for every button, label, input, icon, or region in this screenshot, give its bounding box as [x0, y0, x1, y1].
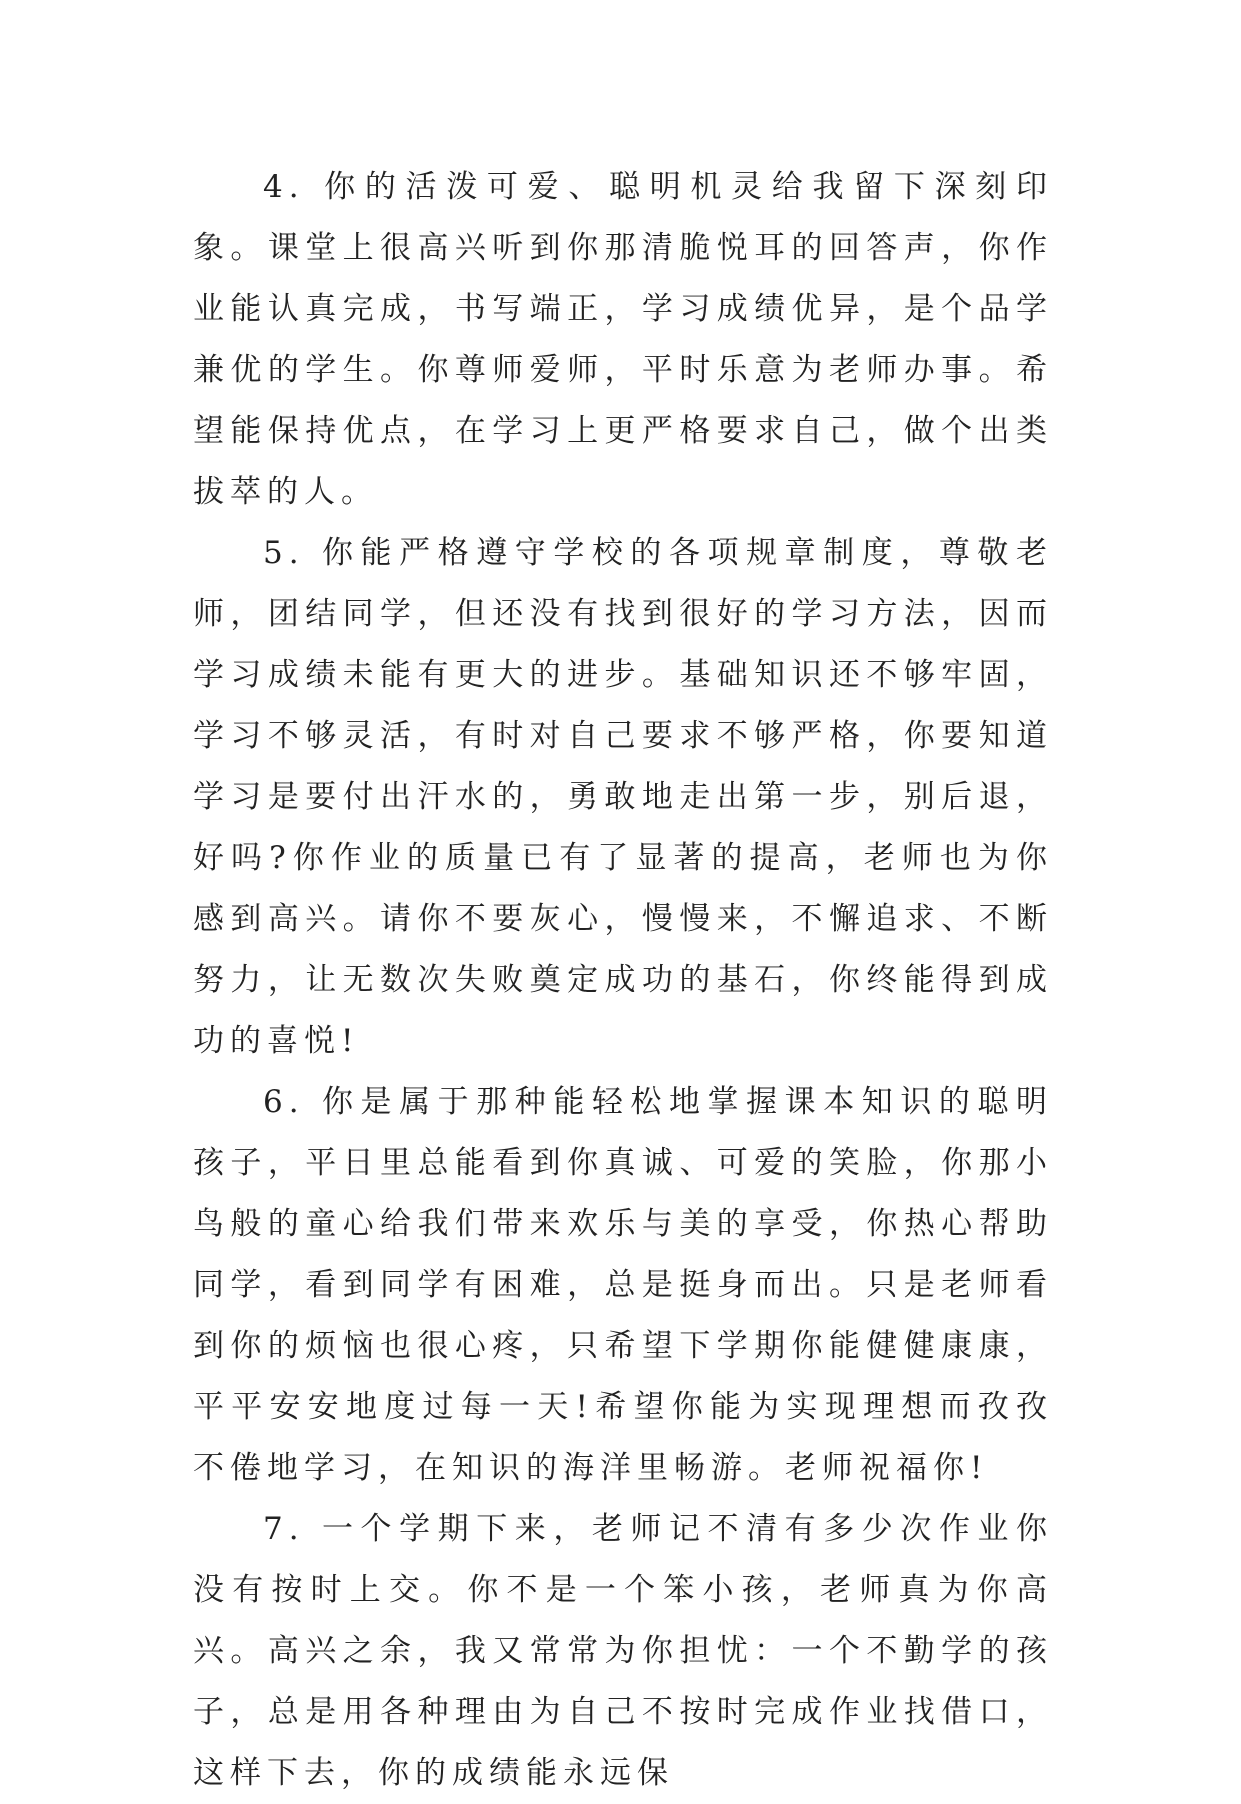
- paragraph-5: 5. 你能严格遵守学校的各项规章制度，尊敬老师，团结同学，但还没有找到很好的学习方法，因而学习成绩未能有更大的进步。基础知识还不够牢固，学习不够灵活，有时对自己要求不够严格，你要知道学习是要付出汗水的，勇敢地走出第一步，别后退，好吗?你作业的质量已有了显著的提高，老师也为你感到高兴。请你不要灰心，慢慢来，不懈追求、不断努力，让无数次失败奠定成功的基石，你终能得到成功的喜悦!: [193, 535, 1053, 1059]
- document-body: [193, 157, 1053, 1804]
- paragraph-7: 7. 一个学期下来，老师记不清有多少次作业你没有按时上交。你不是一个笨小孩，老师真为你高兴。高兴之余，我又常常为你担忧：一个不勤学的孩子，总是用各种理由为自己不按时完成作业找借口，这样下去，你的成绩能永远保: [193, 1511, 1053, 1791]
- paragraph-6: 6. 你是属于那种能轻松地掌握课本知识的聪明孩子，平日里总能看到你真诚、可爱的笑脸，你那小鸟般的童心给我们带来欢乐与美的享受，你热心帮助同学，看到同学有困难，总是挺身而出。只是老师看到你的烦恼也很心疼，只希望下学期你能健健康康，平平安安地度过每一天!希望你能为实现理想而孜孜不倦地学习，在知识的海洋里畅游。老师祝福你!: [193, 1084, 1053, 1486]
- paragraph-4: 4. 你的活泼可爱、聪明机灵给我留下深刻印象。课堂上很高兴听到你那清脆悦耳的回答声，你作业能认真完成，书写端正，学习成绩优异，是个品学兼优的学生。你尊师爱师，平时乐意为老师办事。希望能保持优点，在学习上更严格要求自己，做个出类拔萃的人。: [193, 169, 1053, 510]
